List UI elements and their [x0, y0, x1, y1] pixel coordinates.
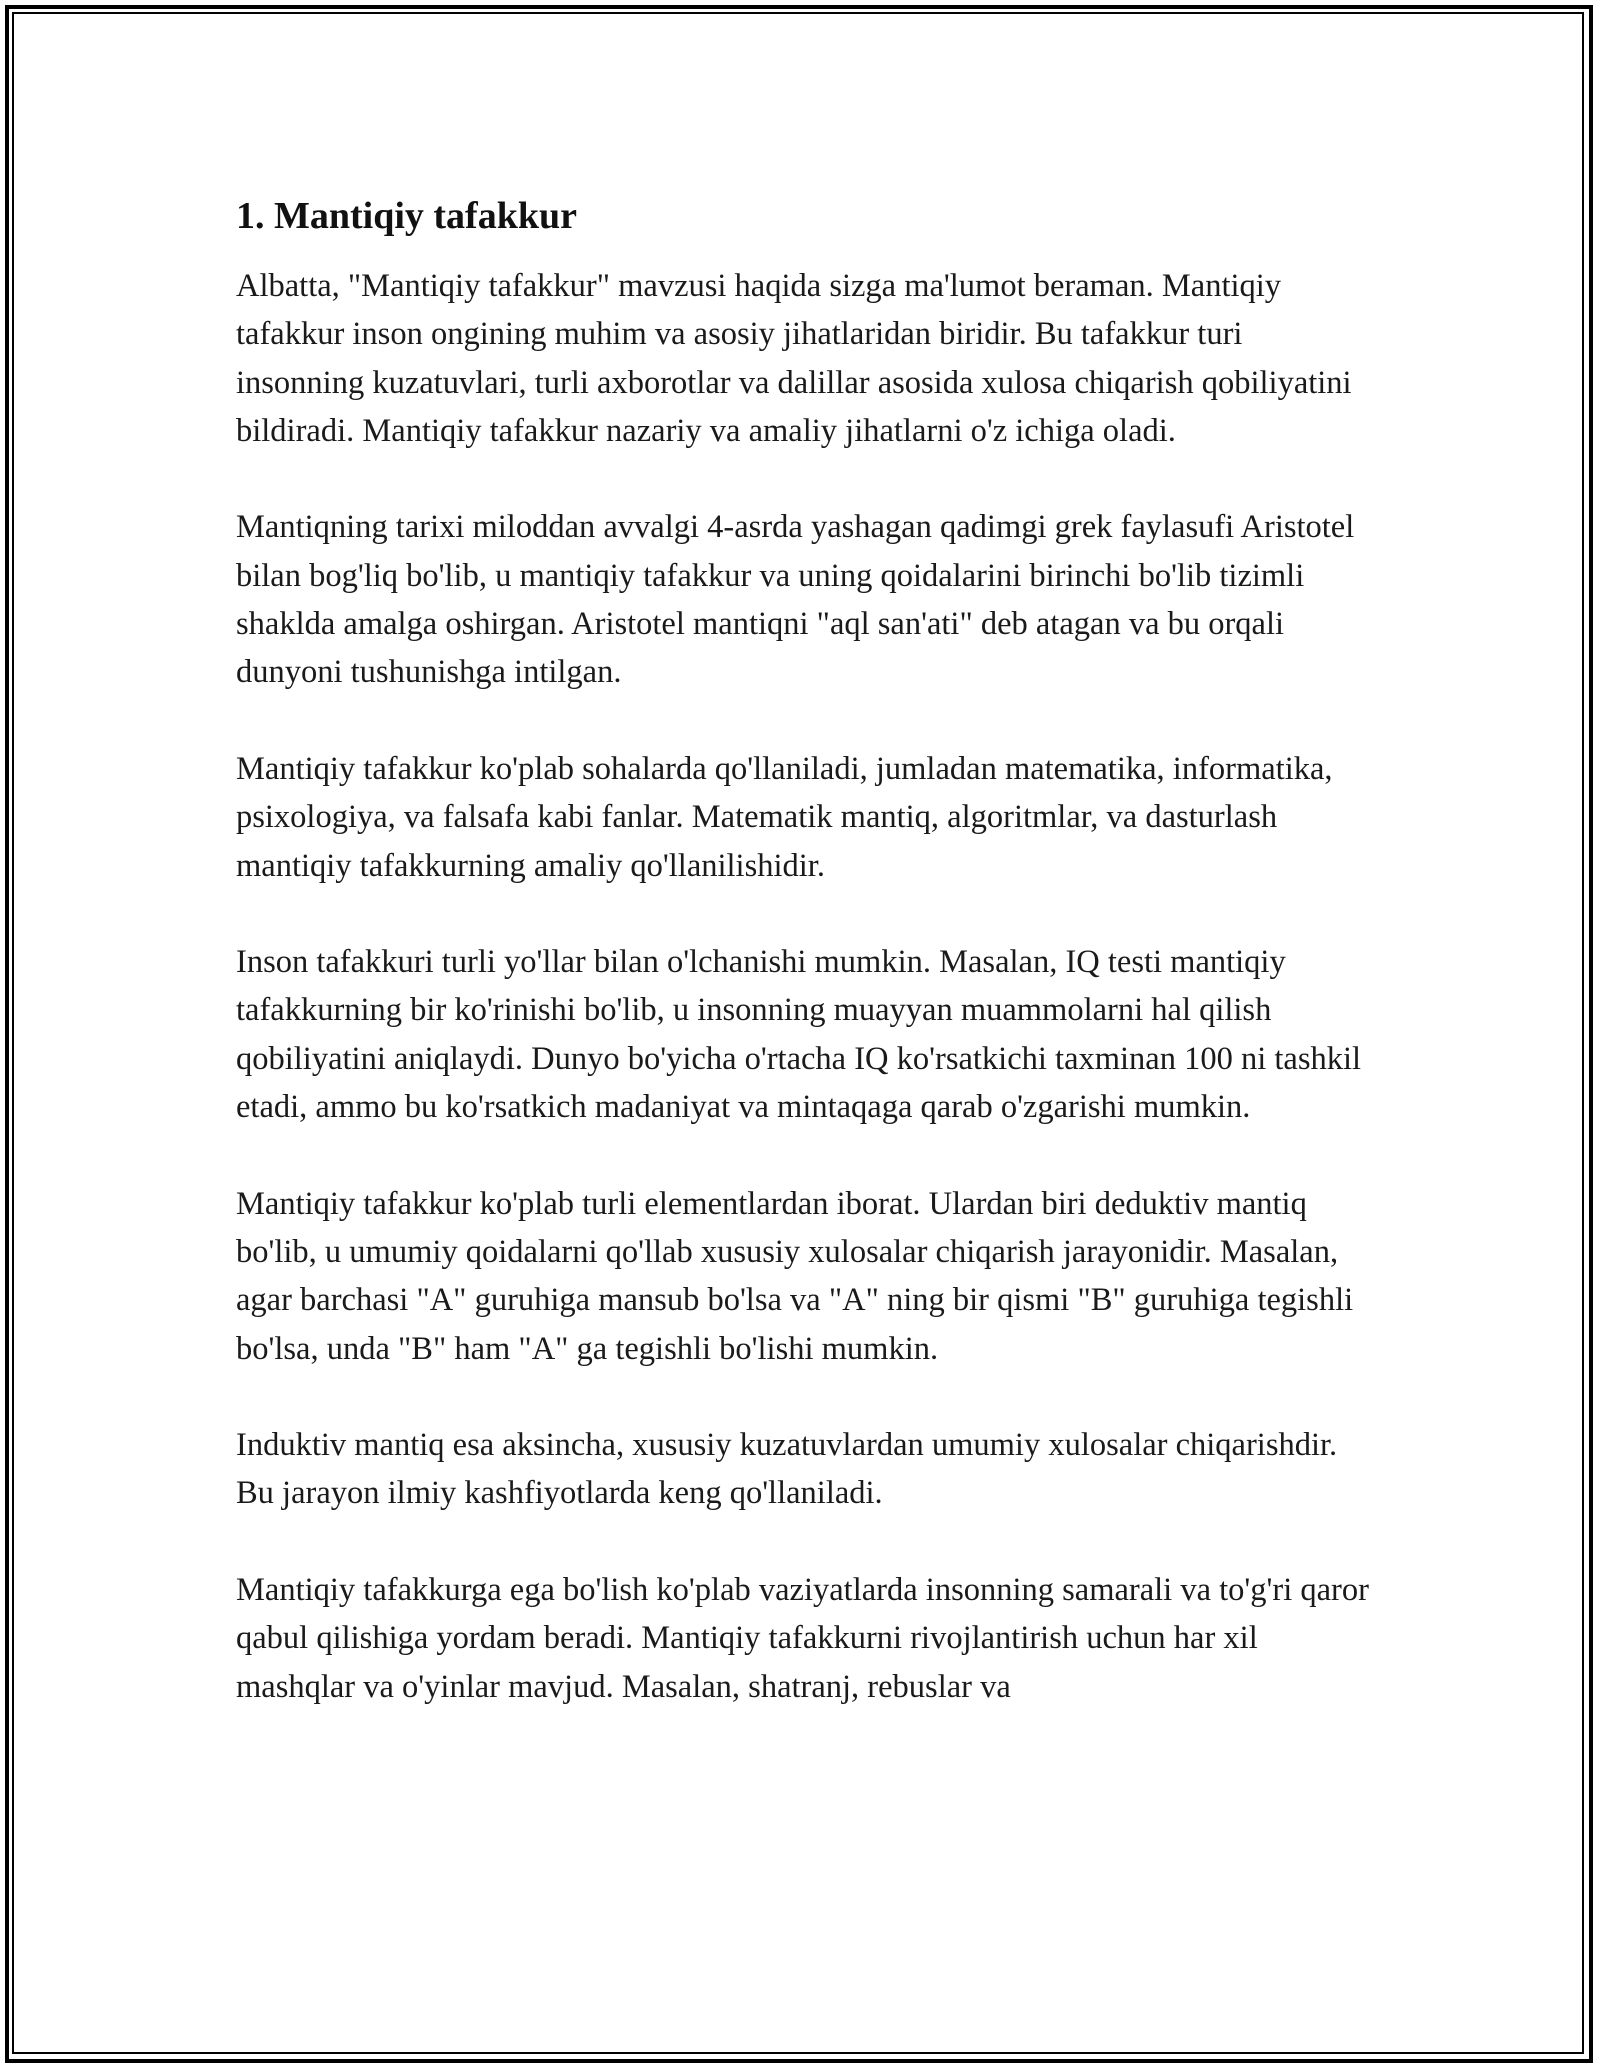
- paragraph-7: Mantiqiy tafakkurga ega bo'lish ko'plab vaziyatlarda insonning samarali va to'g'ri qaror qabul qilishiga yordam beradi. Mantiqiy tafakkurni rivojlantirish uchun har xil mashqlar va o'yinlar mavjud. Masalan, shatranj, rebuslar va: [236, 1572, 1369, 1705]
- paragraph-3: Mantiqiy tafakkur ko'plab sohalarda qo'llaniladi, jumladan matematika, informatika, psixologiya, va falsafa kabi fanlar. Matematik mantiq, algoritmlar, va dasturlash mantiqiy tafakkurning amaliy qo'llanilishidir.: [236, 750, 1333, 884]
- paragraph-5: Mantiqiy tafakkur ko'plab turli elementlardan iborat. Ulardan biri deduktiv mantiq bo'lib, u umumiy qoidalarni qo'llab xususiy xulosalar chiqarish jarayonidir. Masalan, agar barchasi "A" guruhiga mansub bo'lsa va "A" ning bir qismi "B" guruhiga tegishli bo'lsa, unda "B" ham "A" ga tegishli bo'lishi mumkin.: [236, 1185, 1354, 1367]
- paragraph-2: Mantiqning tarixi miloddan avvalgi 4-asrda yashagan qadimgi grek faylasufi Aristotel bilan bog'liq bo'lib, u mantiqiy tafakkur va uning qoidalarini birinchi bo'lib tizimli shaklda amalga oshirgan. Aristotel mantiqni "aql san'ati" deb atagan va bu orqali dunyoni tushunishga intilgan.: [236, 509, 1355, 691]
- document-body: [236, 186, 1376, 1759]
- paragraph-6: Induktiv mantiq esa aksincha, xususiy kuzatuvlardan umumiy xulosalar chiqarishdir. Bu jarayon ilmiy kashfiyotlarda keng qo'llaniladi.: [236, 1427, 1338, 1512]
- paragraph-4: Inson tafakkuri turli yo'llar bilan o'lchanishi mumkin. Masalan, IQ testi mantiqiy tafakkurning bir ko'rinishi bo'lib, u insonning muayyan muammolarni hal qilish qobiliyatini aniqlaydi. Dunyo bo'yicha o'rtacha IQ ko'rsatkichi taxminan 100 ni tashkil etadi, ammo bu ko'rsatkich madaniyat va mintaqaga qarab o'zgarishi mumkin.: [236, 944, 1362, 1126]
- paragraph-1: Albatta, "Mantiqiy tafakkur" mavzusi haqida sizga ma'lumot beraman. Mantiqiy tafakkur inson ongining muhim va asosiy jihatlaridan biridir. Bu tafakkur turi insonning kuzatuvlari, turli axborotlar va dalillar asosida xulosa chiqarish qobiliyatini bildiradi. Mantiqiy tafakkur nazariy va amaliy jihatlarni o'z ichiga oladi.: [236, 268, 1352, 449]
- section-heading: 1. Mantiqiy tafakkur: [236, 195, 577, 237]
